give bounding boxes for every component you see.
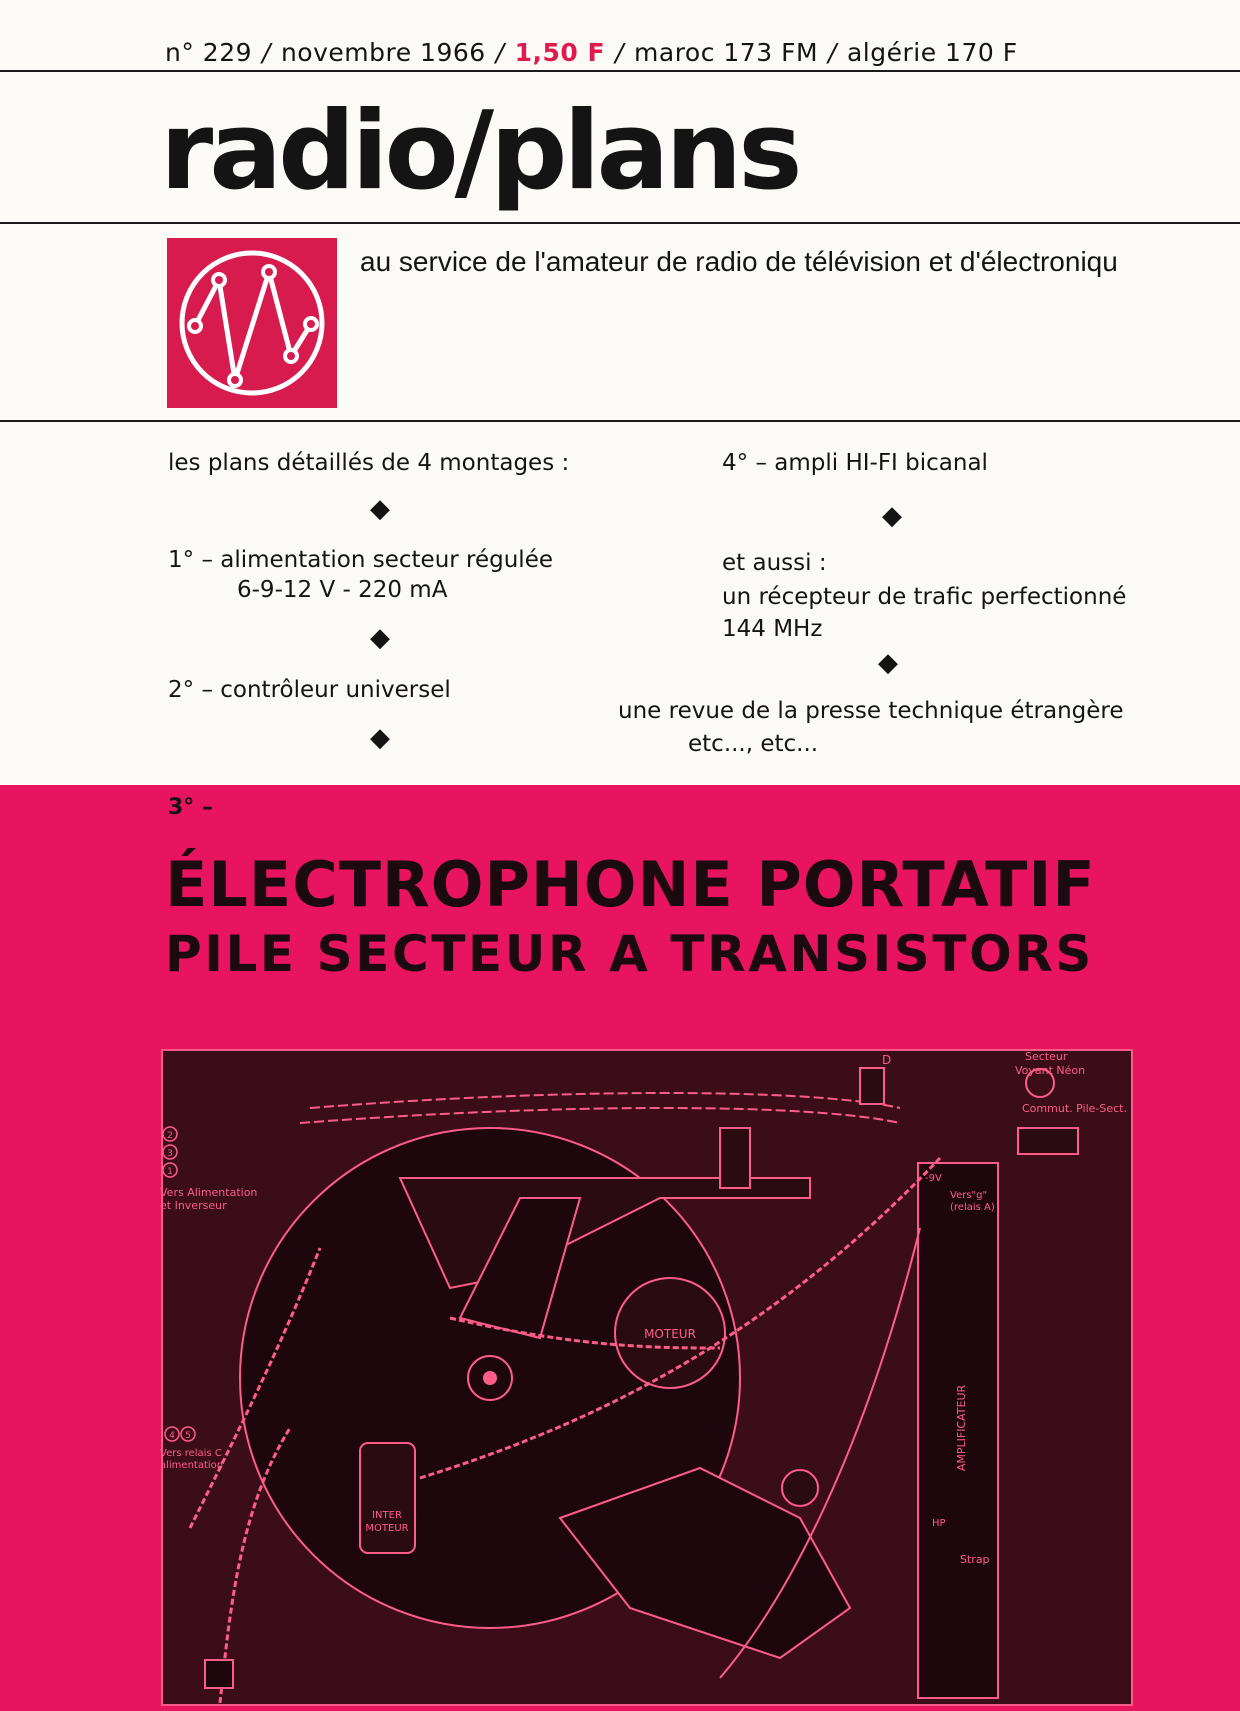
item1-line2: 6-9-12 V - 220 mA	[237, 577, 448, 603]
cartridge-pivot	[782, 1470, 818, 1506]
issue-price: 1,50 F	[514, 38, 606, 67]
etc: etc..., etc...	[688, 731, 819, 757]
issue-date: novembre 1966	[280, 38, 486, 67]
tonearm-rest	[720, 1128, 750, 1188]
tagline: au service de l'amateur de radio de télévision et d'électroniqu	[360, 246, 1118, 277]
issue-line	[165, 38, 1018, 67]
terminal-3-label: 3	[167, 1149, 173, 1159]
separator: /	[495, 38, 505, 67]
power-switch	[1018, 1128, 1078, 1154]
motor-switch	[360, 1443, 415, 1553]
label-voyant: Voyant Néon	[1015, 1064, 1086, 1077]
label-commut: Commut. Pile-Sect.	[1022, 1102, 1127, 1115]
feature-headline-1: ÉLECTROPHONE PORTATIF	[165, 848, 1096, 921]
label-d: D	[882, 1053, 892, 1067]
label-inverseur: et Inverseur	[160, 1199, 227, 1212]
connector-d	[860, 1068, 884, 1104]
label-secteur: Secteur	[1025, 1050, 1068, 1063]
label-relais-a: (relais A)	[950, 1202, 995, 1213]
label-vers-g: Vers"g"	[950, 1190, 988, 1201]
motor-switch-label-1: INTER	[372, 1510, 402, 1521]
feature-headline-2: PILE SECTEUR A TRANSISTORS	[165, 925, 1094, 983]
item4: 4° – ampli HI-FI bicanal	[722, 450, 988, 476]
separator: /	[828, 38, 837, 67]
masthead-rule	[0, 222, 1240, 224]
label-vers-alim: Vers Alimentation	[160, 1186, 258, 1199]
label-alimentation: alimentation	[160, 1460, 224, 1471]
label-minus9: -9V	[925, 1173, 942, 1184]
bullet-diamond: ◆	[370, 623, 390, 653]
item1-line1: 1° – alimentation secteur régulée	[168, 547, 554, 573]
label-vers-relais-c: Vers relais C	[160, 1448, 222, 1459]
terminal-4-label: 4	[169, 1431, 175, 1441]
spindle-center	[483, 1371, 497, 1385]
top-rule	[0, 70, 1240, 72]
also-label: et aussi :	[722, 550, 827, 576]
press-review: une revue de la presse technique étrangère	[618, 698, 1124, 724]
terminal-2-label: 2	[167, 1131, 173, 1141]
separator: /	[615, 38, 625, 67]
ground-terminal	[205, 1660, 233, 1688]
tagline-rule	[0, 420, 1240, 422]
label-hp: HP	[932, 1518, 946, 1529]
terminal-1-label: 1	[167, 1167, 173, 1177]
bullet-diamond: ◆	[370, 723, 390, 753]
price-maroc: maroc 173 FM	[634, 38, 819, 67]
receiver-line2: 144 MHz	[722, 616, 823, 642]
radio-plans-logo	[167, 238, 337, 408]
motor-label: MOTEUR	[644, 1327, 696, 1341]
price-algerie: algérie 170 F	[846, 38, 1018, 67]
feature-number: 3° –	[168, 795, 213, 820]
label-strap: Strap	[960, 1553, 990, 1566]
wiring-diagram	[160, 1048, 1135, 1708]
bullet-diamond: ◆	[878, 648, 898, 678]
bullet-diamond: ◆	[882, 501, 902, 531]
masthead-title: radio/plans	[160, 89, 799, 214]
amplifier-label: AMPLIFICATEUR	[955, 1384, 968, 1472]
contents-intro: les plans détaillés de 4 montages :	[168, 450, 570, 476]
receiver-line1: un récepteur de trafic perfectionné	[722, 584, 1127, 610]
bullet-diamond: ◆	[370, 494, 390, 524]
motor-switch-label-2: MOTEUR	[365, 1523, 409, 1534]
issue-number: n° 229	[165, 38, 253, 67]
item2: 2° – contrôleur universel	[168, 677, 451, 703]
separator: /	[262, 38, 271, 67]
terminal-5-label: 5	[185, 1431, 191, 1441]
